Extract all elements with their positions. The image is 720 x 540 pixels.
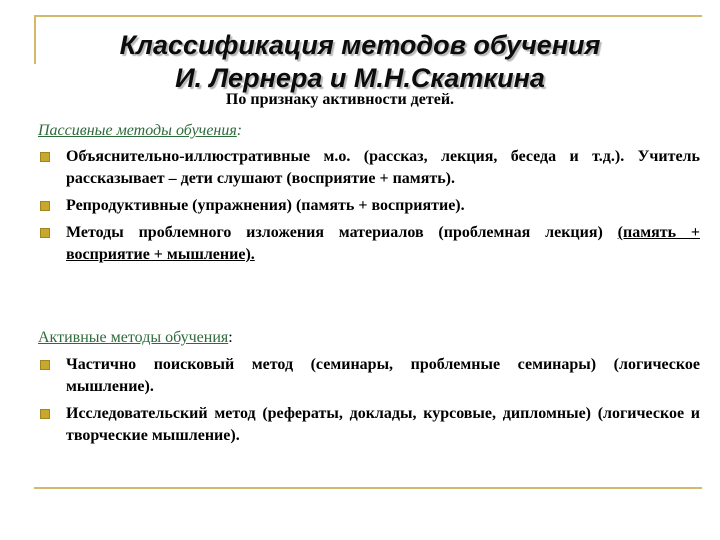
list-item bbox=[38, 403, 700, 447]
active-heading-label: Активные методы обучения bbox=[38, 329, 229, 346]
passive-methods-list bbox=[38, 146, 700, 271]
active-methods-list bbox=[38, 354, 700, 452]
frame-top-line bbox=[34, 15, 702, 17]
title-line-2: И. Лернера и М.Н.Скаткина bbox=[175, 63, 545, 93]
frame-bottom-line bbox=[34, 487, 702, 489]
list-item bbox=[38, 222, 700, 266]
list-item bbox=[38, 146, 700, 190]
square-bullet-icon bbox=[40, 201, 50, 211]
item-text: Репродуктивные (упражнения) (память + восприятие). bbox=[66, 197, 465, 214]
active-heading-colon: : bbox=[228, 329, 233, 346]
item-text: Методы проблемного изложения материалов (проблемная лекция) bbox=[66, 224, 603, 241]
passive-heading-label: Пассивные методы обучения bbox=[38, 122, 237, 139]
frame-left-line bbox=[34, 15, 36, 64]
square-bullet-icon bbox=[40, 409, 50, 419]
square-bullet-icon bbox=[40, 152, 50, 162]
item-text: Исследовательский метод (рефераты, доклады, курсовые, дипломные) (логическое и творческие мышление). bbox=[66, 405, 700, 444]
list-item bbox=[38, 195, 700, 217]
slide-title bbox=[40, 29, 680, 95]
passive-methods-heading bbox=[38, 122, 242, 140]
title-line-1: Классификация методов обучения bbox=[119, 30, 601, 60]
square-bullet-icon bbox=[40, 228, 50, 238]
subtitle: По признаку активности детей. bbox=[225, 91, 455, 108]
passive-heading-colon: : bbox=[236, 122, 243, 139]
item-text: Частично поисковый метод (семинары, проблемные семинары) (логическое мышление). bbox=[66, 356, 700, 395]
list-item bbox=[38, 354, 700, 398]
item-text: Объяснительно-иллюстративные м.о. (рассказ, лекция, беседа и т.д.). Учитель рассказывает – дети слушают (восприятие + память). bbox=[66, 148, 700, 187]
item-underlined-text: (память + восприятие + мышление). bbox=[66, 224, 701, 263]
active-methods-heading bbox=[38, 329, 233, 347]
square-bullet-icon bbox=[40, 360, 50, 370]
